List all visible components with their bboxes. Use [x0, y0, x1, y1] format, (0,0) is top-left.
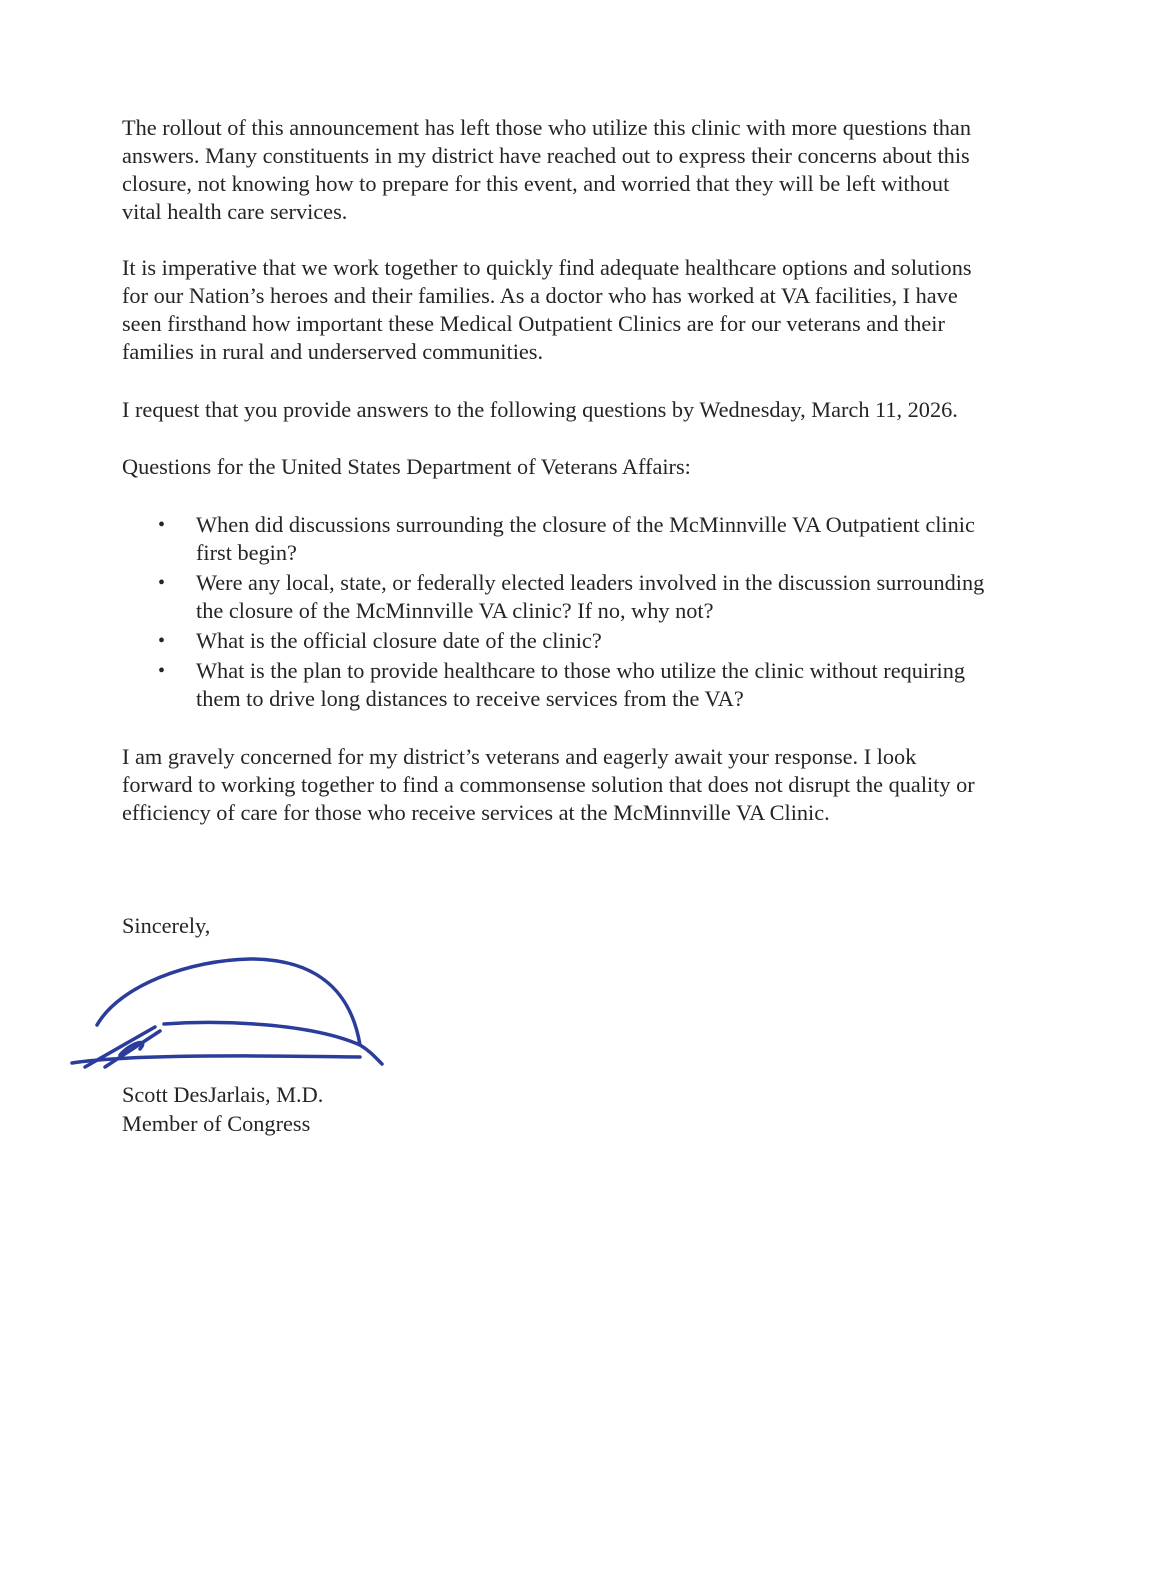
- question-3-line: What is the official closure date of the clinic?: [196, 628, 602, 653]
- closing-paragraph-line: forward to working together to find a commonsense solution that does not disrupt the quality or: [122, 772, 975, 797]
- paragraph-1-line: The rollout of this announcement has left those who utilize this clinic with more questions than: [122, 115, 971, 140]
- paragraph-1-line: closure, not knowing how to prepare for this event, and worried that they will be left without: [122, 171, 950, 196]
- question-4-line: them to drive long distances to receive services from the VA?: [196, 686, 744, 711]
- paragraph-2-line: It is imperative that we work together to quickly find adequate healthcare options and solutions: [122, 255, 972, 280]
- paragraph-1-line: answers. Many constituents in my district have reached out to express their concerns about this: [122, 143, 970, 168]
- bullet-icon: •: [158, 630, 166, 652]
- bullet-icon: •: [158, 514, 166, 536]
- question-1-line: first begin?: [196, 540, 297, 565]
- signer-name: Scott DesJarlais, M.D.: [122, 1082, 324, 1107]
- questions-heading: Questions for the United States Department of Veterans Affairs:: [122, 454, 691, 479]
- bullet-icon: •: [158, 572, 166, 594]
- paragraph-2-line: for our Nation’s heroes and their families. As a doctor who has worked at VA facilities, I have: [122, 283, 958, 308]
- closing-paragraph-line: efficiency of care for those who receive services at the McMinnville VA Clinic.: [122, 800, 830, 825]
- closing-paragraph-line: I am gravely concerned for my district’s veterans and eagerly await your response. I look: [122, 744, 917, 769]
- question-4-line: What is the plan to provide healthcare to those who utilize the clinic without requiring: [196, 658, 966, 683]
- question-2-line: the closure of the McMinnville VA clinic? If no, why not?: [196, 598, 714, 623]
- paragraph-1-line: vital health care services.: [122, 199, 348, 224]
- request-paragraph: I request that you provide answers to the following questions by Wednesday, March 11, 2026.: [122, 397, 958, 422]
- bullet-icon: •: [158, 660, 166, 682]
- paragraph-2-line: seen firsthand how important these Medical Outpatient Clinics are for our veterans and their: [122, 311, 945, 336]
- signature-icon: [60, 945, 400, 1075]
- question-2-line: Were any local, state, or federally elected leaders involved in the discussion surrounding: [196, 570, 985, 595]
- sign-off: Sincerely,: [122, 913, 211, 938]
- question-1-line: When did discussions surrounding the closure of the McMinnville VA Outpatient clinic: [196, 512, 975, 537]
- signer-title: Member of Congress: [122, 1111, 311, 1136]
- paragraph-2-line: families in rural and underserved communities.: [122, 339, 544, 364]
